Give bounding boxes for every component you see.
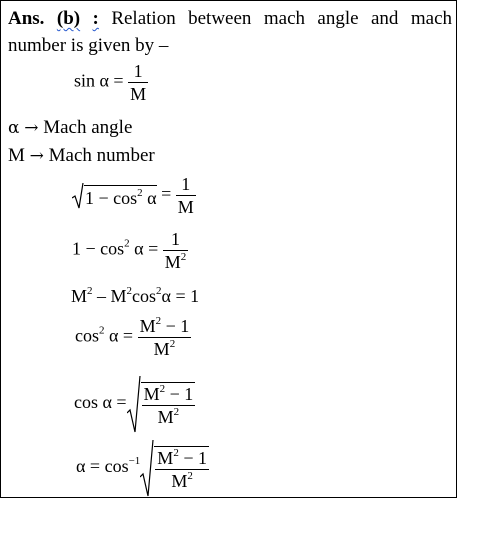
definition-m: M → Mach number (8, 145, 155, 166)
equation-cos: cos α = $\frac{M^2 - 1}{M^2}$ (74, 375, 195, 433)
equation-one-minus-cos: $1 - \cos^2 \alpha$ = $\frac{1}{M^2}$ (72, 229, 187, 272)
equation-sin-alpha: sin α = $\frac{1}{M}$ (74, 61, 147, 104)
fraction: $\frac{M^2 - 1}{M^2}$ (139, 315, 190, 359)
radical-sign-icon (127, 375, 141, 433)
fraction: $\frac{1}{M}$ (177, 174, 194, 217)
equation-alpha: $\alpha = \cos^{-1}$ $\frac{M^2 - 1}{M^2}$ (76, 439, 209, 497)
fraction: $\frac{M^2 - 1}{M^2}$ (157, 447, 207, 491)
answer-option: (b) : (56, 8, 99, 29)
arrow-icon: → (29, 146, 44, 166)
equation-sqrt: $1 - \cos^2 \alpha$ = $\frac{1}{M}$ (72, 175, 196, 216)
radical-sign-icon (140, 439, 154, 497)
answer-label: Ans. (8, 8, 45, 29)
fraction: $\frac{1}{M}$ (130, 61, 147, 104)
equation-expanded: $M^2 - M^2\cos^2\alpha = 1$ (71, 285, 200, 306)
intro-line-1 (8, 9, 452, 28)
radical-sign-icon (72, 183, 84, 209)
intro-text-1: Relation between mach angle and mach (111, 8, 453, 29)
definition-alpha: α → Mach angle (8, 117, 133, 138)
fraction: $\frac{M^2 - 1}{M^2}$ (143, 383, 194, 427)
arrow-icon: → (24, 118, 39, 138)
equation-cos-squared: $\cos^2 \alpha$ = $\frac{M^2 - 1}{M^2}$ (75, 315, 190, 359)
fraction: $\frac{1}{M^2}$ (164, 229, 187, 272)
intro-line-2: number is given by – (8, 35, 169, 56)
